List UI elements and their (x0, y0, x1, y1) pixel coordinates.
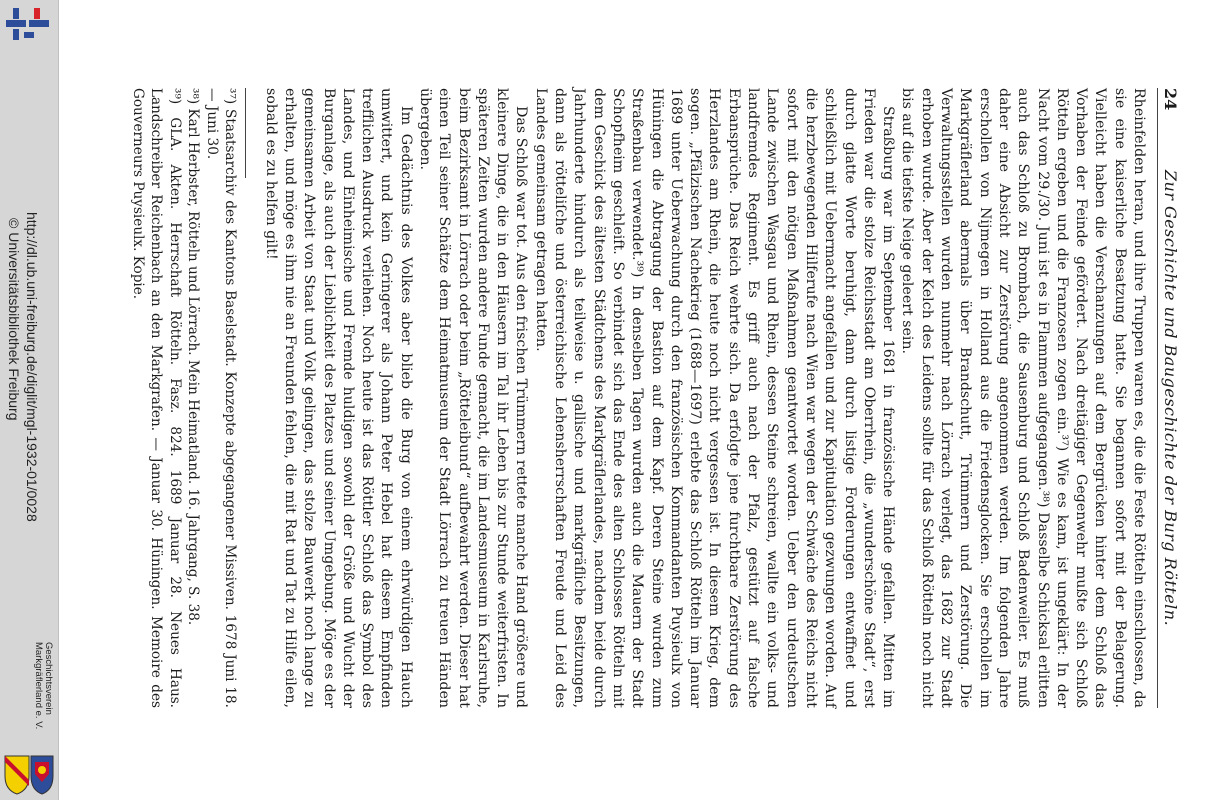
society-name-line1: Geschichtsverein (43, 642, 54, 715)
footnotes (128, 88, 239, 708)
footnote-37: ³⁷) Staatsarchiv des Kantons Baselstadt. Konzepte abgegangener Missiven. 1678 Juni 18. — Juni 30. (203, 88, 239, 708)
paragraph-4: Im Gedächtnis des Volkes aber blieb die Burg von einem ehrwürdigen Hauch umwittert, und kein Geringerer als Johann Peter Hebel hat diesem Empfinden trefflichen Ausdruck verliehen. Noch heute ist das Röttler Schloß das Symbol des Landes, und Einheimische und Fremde huldigen sowohl der Größe und Wucht der Burganlage, als auch der Lieblichkeit des Platzes und seiner Umgebung. Möge es der gemeinsamen Arbeit von Staat und Volk gelingen, das stolze Bauwerk noch lange zu erhalten, und möge es ihm nie an Freunden fehlen, die mit Rat und Tat zu Hilfe eilen, sobald es zu helfen gilt! (262, 88, 414, 708)
footnote-38: ³⁸) Karl Herbster, Rötteln und Lörrach. Mein Heimatland. 16. Jahrgang, S. 38. (185, 88, 202, 626)
header-rule (1157, 88, 1158, 708)
paragraph-2: Straßburg war im September 1681 in französische Hände gefallen. Mitten im Frieden war die stolze Reichsstadt am Oberrhein, die „wunderschöne Stadt“, erst durch glatte Worte beruhigt, dann durch listige Forderungen entwaffnet und schließlich mit Uebermacht angefallen und zur Kapitulation gezwungen worden. Auf die herzbewegenden Hilferufe nach Wien war wegen der Schwäche des Reichs nicht sofort mit den nötigen Maßnahmen geantwortet worden. Ueber den urdeutschen Lande zwischen Wasgau und Rhein, dessen Steine schreien, wallte ein volks- und landfremdes Regiment. Es griff auch nach der Pfalz, gestützt auf falsche Erbansprüche. Das Reich wehrte sich. Da erfolgte jene furchtbare Zerstörung des Herzlandes am Rhein, die heute noch nicht vergessen ist. In diesem Krieg, dem sogen. „Pfälzischen Nachekrieg (1688—1697) erlebte das Schloß Rötteln im Januar 1689 unter Ueberwachung durch den französischen Kommandanten Puysieulx von Hüningen die Abtragung der Bastion auf dem Kapf. Deren Steine wurden zum Straßenbau verwendet.³⁹) In denselben Tagen wurden auch die Mauern der Stadt Schopfheim geschleift. So verbindet sich das Ende des alten Schlosses Rötteln mit dem Geschick des ältesten Städtchens des Markgräflerlandes, nachdem beide durch Jahrhunderte hindurch als teilweise u. gallische und markgräfliche Besitzungen, dann als rötteliſche und österreichische Lehensherrschaften Freude und Leid des Landes gemeinsam getragen hatten. (532, 88, 897, 708)
page-number: 24 (1161, 88, 1180, 111)
footnote-39: ³⁹) GLA. Akten. Herrschaft Rötteln. Fasz. 824. 1689 Januar 28. Neues Haus. Landschreiber Reichenbach an den Markgrafen. — Januar 30. Hüningen. Memoire des Gouverneurs Puysieulx. Kopie. (129, 88, 183, 708)
footnote-rule (245, 88, 246, 178)
library-sidebar (0, 0, 59, 800)
paragraph-3: Das Schloß war tot. Aus den frischen Trümmern rettete manche Hand größere und kleinere Dinge, die in den Häusern im Tal ihr Leben bis zur Stunde weiterfristen. In späteren Zeiten wurden andere Funde gemacht, die im Landesmuseum in Karlsruhe, beim Bezirksamt in Lörrach oder beim „Rötteleibund“ aufbewahrt werden. Dieser hat einen Teil seiner Schätze dem Heimatmuseum der Stadt Lörrach zu treuen Händen übergeben. (417, 88, 530, 708)
coat-of-arms-icon (2, 752, 56, 796)
body-text (260, 88, 1148, 708)
paragraph-1: Rheinfelden heran, und ihre Truppen waren es, die die Feste Rötteln einschlossen, da sie eine kaiserliche Besatzung hatte. Sie begannen sofort mit der Belagerung. Vielleicht haben die Verschanzungen auf dem Bergrücken hinter dem Schloß das Vorhaben der Feinde gefördert. Nach dreitägiger Gegenwehr mußte sich Schloß Rötteln ergeben und die Franzosen zogen ein.³⁷) Wie es kam, ist ungeklärt: In der Nacht vom 29./30. Juni ist es in Flammen aufgegangen.³⁸) Dasselbe Schicksal erlitten auch das Schloß zu Brombach, die Sausenburg und Schloß Badenweiler. Es muß daher eine Absicht zur Zerstörung angenommen werden. Im folgenden Jahre erschollen von Nijmegen in Holland aus die Friedensglocken. Sie erschollen im Markgräflerland abermals über Brandschutt, Trümmern und Zerstörung. Die Verwaltungsstellen wurden nunmehr nach Lörrach verlegt, das 1682 zur Stadt erhoben wurde. Aber der Kelch des Leidens sollte für das Schloß Rötteln noch nicht bis auf die tiefste Neige geleert sein. (899, 88, 1147, 708)
page-header (1154, 88, 1180, 708)
scanned-page (129, 88, 1180, 708)
running-title: Zur Geschichte und Baugeschichte der Burg Rötteln. (1161, 169, 1180, 627)
society-name-line2: Markgräflerland e. V. (33, 642, 44, 730)
document-url[interactable]: http://dl.ub.uni-freiburg.de/diglit/mgl-1932-01/0028 (24, 212, 40, 522)
ub-freiburg-logo-icon (4, 6, 52, 48)
copyright-notice: © Universitätsbibliothek Freiburg (6, 218, 22, 421)
scan-viewport (58, 0, 1232, 800)
